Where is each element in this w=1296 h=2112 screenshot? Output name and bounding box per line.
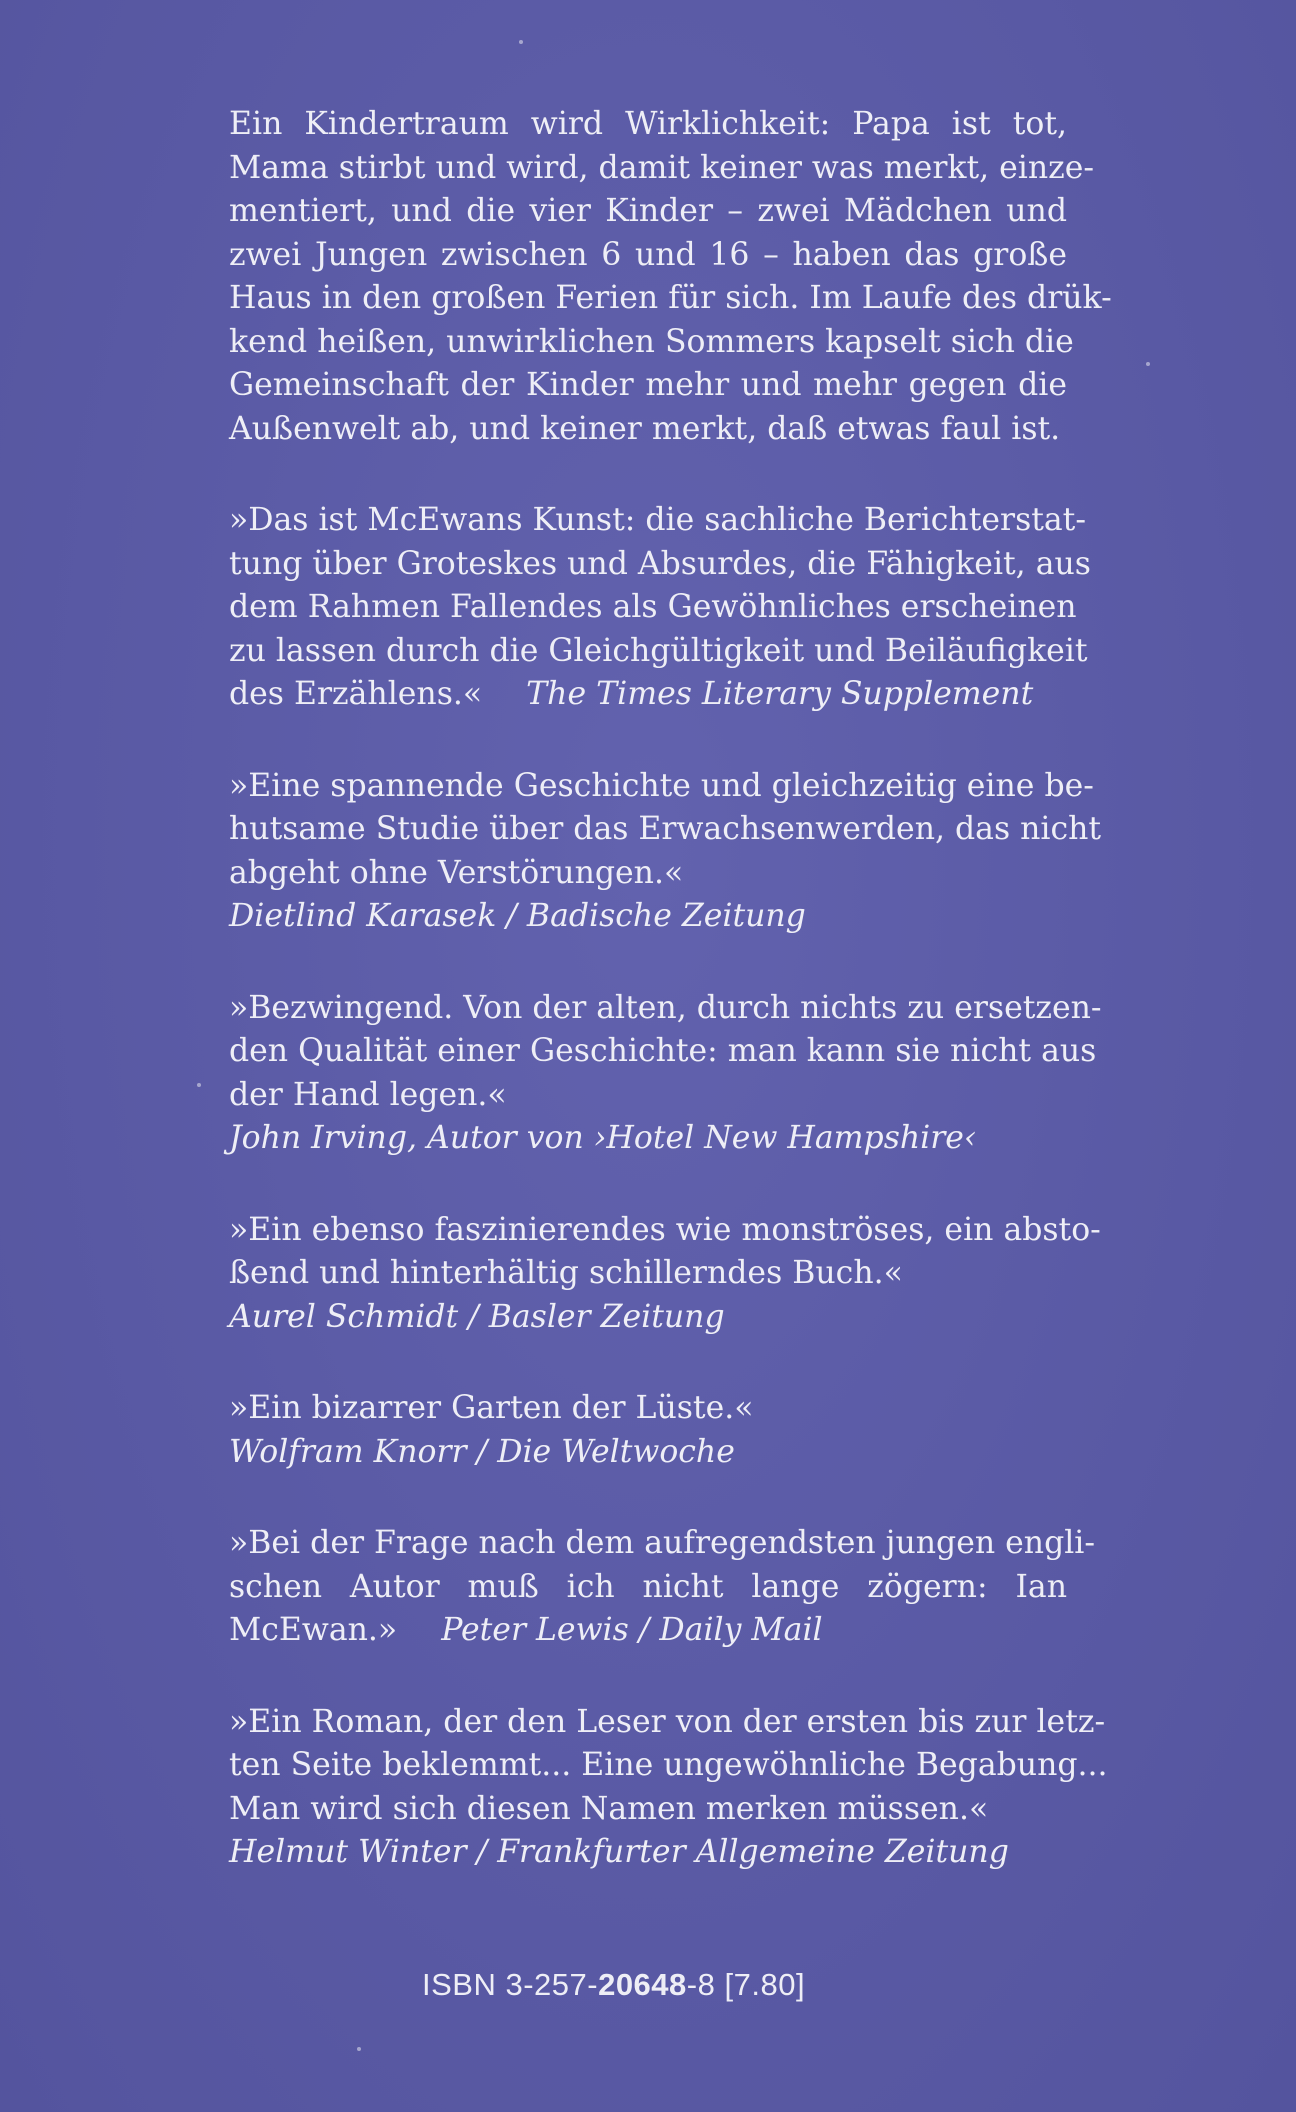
review-quote — [229, 765, 1102, 939]
quote-line: zu lassen durch die Gleichgültigkeit und Beiläufigkeit — [229, 632, 1088, 669]
paper-speck — [1146, 362, 1150, 366]
quote-source: Wolfram Knorr / Die Weltwoche — [229, 1433, 735, 1470]
quote-source: Aurel Schmidt / Basler Zeitung — [229, 1298, 725, 1335]
quote-line: »Ein ebenso faszinierendes wie monströses, ein absto- — [229, 1211, 1101, 1248]
quote-line: Man wird sich diesen Namen merken müssen.« — [229, 1790, 989, 1827]
review-quote — [229, 1522, 1096, 1653]
quote-line: abgeht ohne Verstörungen.« — [229, 854, 684, 891]
review-quote — [229, 1387, 1067, 1474]
synopsis-line: Ein Kindertraum wird Wirklichkeit: Papa ist tot, — [229, 106, 1067, 142]
isbn-prefix: ISBN 3-257- — [422, 1967, 599, 2002]
synopsis-line: Mama stirbt und wird, damit keiner was merkt, einze- — [229, 149, 1095, 186]
quote-line: »Ein Roman, der den Leser von der ersten bis zur letz- — [229, 1703, 1106, 1740]
quote-source: Peter Lewis / Daily Mail — [441, 1612, 823, 1648]
isbn-check: -8 — [686, 1967, 716, 2002]
quote-source: John Irving, Autor von ›Hotel New Hampshire‹ — [229, 1120, 977, 1156]
quote-line: »Eine spannende Geschichte und gleichzeitig eine be- — [229, 767, 1094, 804]
synopsis — [229, 103, 1112, 451]
quote-source: Helmut Winter / Frankfurter Allgemeine Zeitung — [229, 1834, 1009, 1870]
quote-line: »Bei der Frage nach dem aufregendsten jungen engli- — [229, 1525, 1096, 1561]
cover-text — [229, 103, 1112, 1875]
quote-line: ßend und hinterhältig schillerndes Buch.« — [229, 1255, 903, 1291]
quote-line: hutsame Studie über das Erwachsenwerden, das nicht — [229, 811, 1102, 847]
quote-line: den Qualität einer Geschichte: man kann sie nicht aus — [229, 1033, 1097, 1069]
review-quote — [229, 987, 1102, 1161]
quote-text: des Erzählens.« — [229, 676, 483, 712]
synopsis-line: zwei Jungen zwischen 6 und 16 – haben das große — [229, 236, 1067, 273]
quote-line: »Bezwingend. Von der alten, durch nichts zu ersetzen- — [229, 989, 1102, 1026]
quote-line: »Ein bizarrer Garten der Lüste.« — [229, 1390, 754, 1426]
synopsis-line: kend heißen, unwirklichen Sommers kapselt sich die — [229, 323, 1074, 360]
quote-line — [229, 673, 1067, 717]
quote-line: dem Rahmen Fallendes als Gewöhnliches erscheinen — [229, 589, 1077, 625]
synopsis-line: mentiert, und die vier Kinder – zwei Mädchen und — [229, 193, 1067, 229]
isbn-line — [422, 1967, 805, 2003]
isbn-number: 20648 — [598, 1967, 687, 2002]
quote-line: tung über Groteskes und Absurdes, die Fähigkeit, aus — [229, 545, 1091, 582]
paper-speck — [519, 40, 523, 44]
quote-line: schen Autor muß ich nicht lange zögern: Ian — [229, 1568, 1067, 1605]
paper-speck — [197, 1083, 201, 1087]
quote-source: Dietlind Karasek / Badische Zeitung — [229, 898, 806, 934]
quote-line: »Das ist McEwans Kunst: die sachliche Berichterstat- — [229, 502, 1086, 538]
paper-speck — [357, 2047, 361, 2051]
synopsis-line: Haus in den großen Ferien für sich. Im Laufe des drük- — [229, 280, 1112, 316]
synopsis-line: Gemeinschaft der Kinder mehr und mehr gegen die — [229, 367, 1067, 403]
quote-text: McEwan.» — [229, 1612, 398, 1648]
quote-source: The Times Literary Supplement — [526, 676, 1034, 712]
quote-line: der Hand legen.« — [229, 1076, 507, 1113]
review-quote — [229, 1209, 1101, 1340]
price-code: [7.80] — [724, 1967, 806, 2002]
synopsis-line: Außenwelt ab, und keiner merkt, daß etwas faul ist. — [229, 410, 1061, 447]
quote-line: ten Seite beklemmt... Eine ungewöhnliche Begabung... — [229, 1747, 1108, 1783]
quote-line — [229, 1609, 1067, 1653]
review-quote — [229, 1701, 1108, 1875]
review-quote — [229, 499, 1091, 717]
